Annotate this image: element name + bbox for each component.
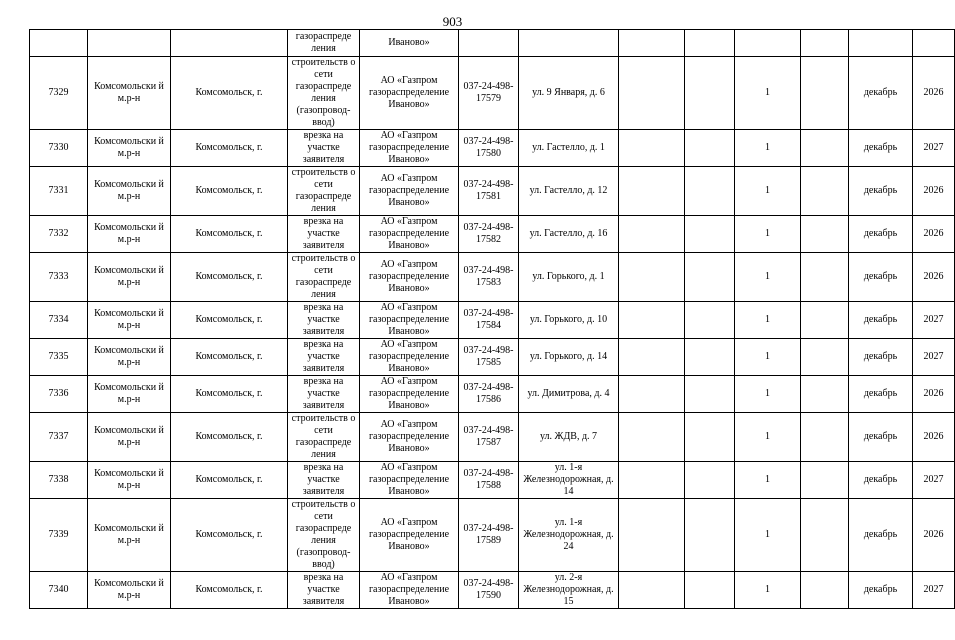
cell-num: 7329 <box>30 57 88 130</box>
cell-num: 7335 <box>30 339 88 376</box>
cell-work-type: строительств о сети газораспреде ления <box>288 413 360 462</box>
cell-blank <box>801 462 849 499</box>
cell-num: 7340 <box>30 572 88 609</box>
cell-work-type: врезка на участке заявителя <box>288 376 360 413</box>
cell-blank <box>619 572 685 609</box>
cell-blank <box>801 339 849 376</box>
cell-num: 7336 <box>30 376 88 413</box>
cell-address: ул. Гастелло, д. 1 <box>519 130 619 167</box>
cell-blank <box>619 30 685 57</box>
table-row <box>30 167 955 216</box>
cell-blank <box>685 30 735 57</box>
cell-blank <box>685 462 735 499</box>
cell-address: ул. 2-я Железнодорожная, д. 15 <box>519 572 619 609</box>
cell-num: 7334 <box>30 302 88 339</box>
table-row <box>30 413 955 462</box>
table-row <box>30 216 955 253</box>
cell-year: 2026 <box>913 499 955 572</box>
cell-blank <box>801 376 849 413</box>
cell-blank <box>801 130 849 167</box>
cell-address: ул. 9 Января, д. 6 <box>519 57 619 130</box>
cell-district: Комсомольски й м.р-н <box>88 572 171 609</box>
cell-month: декабрь <box>849 376 913 413</box>
cell-work-type: врезка на участке заявителя <box>288 130 360 167</box>
cell-num: 7332 <box>30 216 88 253</box>
cell-code: 037-24-498-17587 <box>459 413 519 462</box>
cell-num: 7339 <box>30 499 88 572</box>
table-row <box>30 572 955 609</box>
cell-settlement: Комсомольск, г. <box>171 130 288 167</box>
cell-organization: АО «Газпром газораспределение Иваново» <box>360 413 459 462</box>
cell-code: 037-24-498-17588 <box>459 462 519 499</box>
cell-organization: АО «Газпром газораспределение Иваново» <box>360 130 459 167</box>
cell-settlement: Комсомольск, г. <box>171 572 288 609</box>
cell-year: 2027 <box>913 302 955 339</box>
cell-work-type: строительств о сети газораспреде ления <box>288 167 360 216</box>
cell-organization: АО «Газпром газораспределение Иваново» <box>360 253 459 302</box>
cell-blank <box>685 339 735 376</box>
cell-blank <box>685 130 735 167</box>
cell-month: декабрь <box>849 462 913 499</box>
table-row <box>30 253 955 302</box>
cell-count: 1 <box>735 572 801 609</box>
cell-code: 037-24-498-17589 <box>459 499 519 572</box>
cell-code: 037-24-498-17579 <box>459 57 519 130</box>
cell-blank <box>619 339 685 376</box>
cell-settlement: Комсомольск, г. <box>171 253 288 302</box>
cell-count: 1 <box>735 130 801 167</box>
cell-count <box>735 30 801 57</box>
cell-blank <box>685 572 735 609</box>
cell-district: Комсомольски й м.р-н <box>88 253 171 302</box>
table-row <box>30 376 955 413</box>
cell-year: 2026 <box>913 167 955 216</box>
cell-blank <box>801 413 849 462</box>
cell-year: 2027 <box>913 462 955 499</box>
cell-district: Комсомольски й м.р-н <box>88 130 171 167</box>
cell-year: 2026 <box>913 376 955 413</box>
cell-blank <box>619 376 685 413</box>
cell-settlement: Комсомольск, г. <box>171 462 288 499</box>
cell-blank <box>801 572 849 609</box>
cell-count: 1 <box>735 462 801 499</box>
cell-count: 1 <box>735 167 801 216</box>
cell-count: 1 <box>735 57 801 130</box>
cell-year: 2027 <box>913 572 955 609</box>
cell-month: декабрь <box>849 57 913 130</box>
cell-work-type: газораспреде ления <box>288 30 360 57</box>
cell-code: 037-24-498-17583 <box>459 253 519 302</box>
table-row <box>30 130 955 167</box>
cell-blank <box>685 413 735 462</box>
cell-blank <box>685 216 735 253</box>
cell-blank <box>619 253 685 302</box>
cell-blank <box>685 376 735 413</box>
cell-year: 2027 <box>913 339 955 376</box>
table-row <box>30 339 955 376</box>
cell-organization: АО «Газпром газораспределение Иваново» <box>360 376 459 413</box>
cell-work-type: врезка на участке заявителя <box>288 572 360 609</box>
cell-count: 1 <box>735 413 801 462</box>
cell-district: Комсомольски й м.р-н <box>88 339 171 376</box>
cell-blank <box>685 253 735 302</box>
cell-blank <box>801 253 849 302</box>
cell-count: 1 <box>735 499 801 572</box>
cell-organization: АО «Газпром газораспределение Иваново» <box>360 572 459 609</box>
cell-settlement <box>171 30 288 57</box>
cell-count: 1 <box>735 253 801 302</box>
table-row <box>30 57 955 130</box>
table-row <box>30 499 955 572</box>
cell-num: 7330 <box>30 130 88 167</box>
cell-settlement: Комсомольск, г. <box>171 339 288 376</box>
cell-blank <box>801 57 849 130</box>
gasification-register-table <box>29 29 955 609</box>
cell-blank <box>685 302 735 339</box>
cell-blank <box>619 413 685 462</box>
cell-blank <box>685 499 735 572</box>
cell-blank <box>801 167 849 216</box>
cell-organization: АО «Газпром газораспределение Иваново» <box>360 339 459 376</box>
cell-blank <box>619 499 685 572</box>
cell-code: 037-24-498-17586 <box>459 376 519 413</box>
cell-work-type: строительств о сети газораспреде ления <box>288 253 360 302</box>
cell-blank <box>619 302 685 339</box>
cell-month: декабрь <box>849 499 913 572</box>
cell-address <box>519 30 619 57</box>
cell-code: 037-24-498-17584 <box>459 302 519 339</box>
cell-address: ул. 1-я Железнодорожная, д. 24 <box>519 499 619 572</box>
cell-blank <box>801 302 849 339</box>
cell-count: 1 <box>735 216 801 253</box>
cell-month: декабрь <box>849 216 913 253</box>
cell-year: 2026 <box>913 253 955 302</box>
cell-code: 037-24-498-17590 <box>459 572 519 609</box>
cell-settlement: Комсомольск, г. <box>171 499 288 572</box>
cell-organization: Иваново» <box>360 30 459 57</box>
cell-count: 1 <box>735 339 801 376</box>
cell-organization: АО «Газпром газораспределение Иваново» <box>360 57 459 130</box>
cell-address: ул. Горького, д. 10 <box>519 302 619 339</box>
cell-organization: АО «Газпром газораспределение Иваново» <box>360 216 459 253</box>
cell-month: декабрь <box>849 253 913 302</box>
cell-num: 7333 <box>30 253 88 302</box>
cell-year: 2026 <box>913 57 955 130</box>
cell-blank <box>619 167 685 216</box>
cell-district: Комсомольски й м.р-н <box>88 413 171 462</box>
cell-month: декабрь <box>849 413 913 462</box>
cell-num: 7337 <box>30 413 88 462</box>
cell-settlement: Комсомольск, г. <box>171 413 288 462</box>
cell-address: ул. Гастелло, д. 12 <box>519 167 619 216</box>
cell-address: ул. ЖДВ, д. 7 <box>519 413 619 462</box>
cell-num <box>30 30 88 57</box>
cell-district <box>88 30 171 57</box>
cell-organization: АО «Газпром газораспределение Иваново» <box>360 302 459 339</box>
continuation-row <box>30 30 955 57</box>
cell-month: декабрь <box>849 130 913 167</box>
cell-year: 2026 <box>913 413 955 462</box>
cell-code: 037-24-498-17580 <box>459 130 519 167</box>
cell-blank <box>801 216 849 253</box>
cell-address: ул. Гастелло, д. 16 <box>519 216 619 253</box>
cell-year: 2027 <box>913 130 955 167</box>
cell-blank <box>619 216 685 253</box>
cell-blank <box>619 462 685 499</box>
cell-blank <box>685 57 735 130</box>
cell-district: Комсомольски й м.р-н <box>88 462 171 499</box>
cell-code: 037-24-498-17585 <box>459 339 519 376</box>
cell-num: 7338 <box>30 462 88 499</box>
cell-code: 037-24-498-17581 <box>459 167 519 216</box>
cell-address: ул. 1-я Железнодорожная, д. 14 <box>519 462 619 499</box>
cell-num: 7331 <box>30 167 88 216</box>
cell-settlement: Комсомольск, г. <box>171 216 288 253</box>
cell-district: Комсомольски й м.р-н <box>88 376 171 413</box>
cell-work-type: врезка на участке заявителя <box>288 339 360 376</box>
cell-address: ул. Димитрова, д. 4 <box>519 376 619 413</box>
cell-work-type: врезка на участке заявителя <box>288 462 360 499</box>
cell-month: декабрь <box>849 339 913 376</box>
cell-count: 1 <box>735 376 801 413</box>
cell-blank <box>801 30 849 57</box>
cell-district: Комсомольски й м.р-н <box>88 216 171 253</box>
cell-year <box>913 30 955 57</box>
cell-organization: АО «Газпром газораспределение Иваново» <box>360 462 459 499</box>
cell-address: ул. Горького, д. 1 <box>519 253 619 302</box>
table-row <box>30 462 955 499</box>
cell-organization: АО «Газпром газораспределение Иваново» <box>360 167 459 216</box>
cell-district: Комсомольски й м.р-н <box>88 167 171 216</box>
cell-blank <box>685 167 735 216</box>
cell-count: 1 <box>735 302 801 339</box>
table-row <box>30 302 955 339</box>
cell-month: декабрь <box>849 572 913 609</box>
cell-address: ул. Горького, д. 14 <box>519 339 619 376</box>
cell-code: 037-24-498-17582 <box>459 216 519 253</box>
cell-work-type: врезка на участке заявителя <box>288 302 360 339</box>
cell-month: декабрь <box>849 302 913 339</box>
cell-settlement: Комсомольск, г. <box>171 167 288 216</box>
cell-blank <box>801 499 849 572</box>
page-number: 903 <box>442 14 463 29</box>
cell-district: Комсомольски й м.р-н <box>88 302 171 339</box>
cell-month <box>849 30 913 57</box>
cell-blank <box>619 130 685 167</box>
cell-work-type: врезка на участке заявителя <box>288 216 360 253</box>
cell-year: 2026 <box>913 216 955 253</box>
cell-code <box>459 30 519 57</box>
cell-settlement: Комсомольск, г. <box>171 302 288 339</box>
cell-settlement: Комсомольск, г. <box>171 376 288 413</box>
cell-settlement: Комсомольск, г. <box>171 57 288 130</box>
cell-district: Комсомольски й м.р-н <box>88 499 171 572</box>
cell-month: декабрь <box>849 167 913 216</box>
cell-organization: АО «Газпром газораспределение Иваново» <box>360 499 459 572</box>
cell-work-type: строительств о сети газораспреде ления (газопровод-ввод) <box>288 499 360 572</box>
cell-blank <box>619 57 685 130</box>
cell-district: Комсомольски й м.р-н <box>88 57 171 130</box>
cell-work-type: строительств о сети газораспреде ления (газопровод-ввод) <box>288 57 360 130</box>
